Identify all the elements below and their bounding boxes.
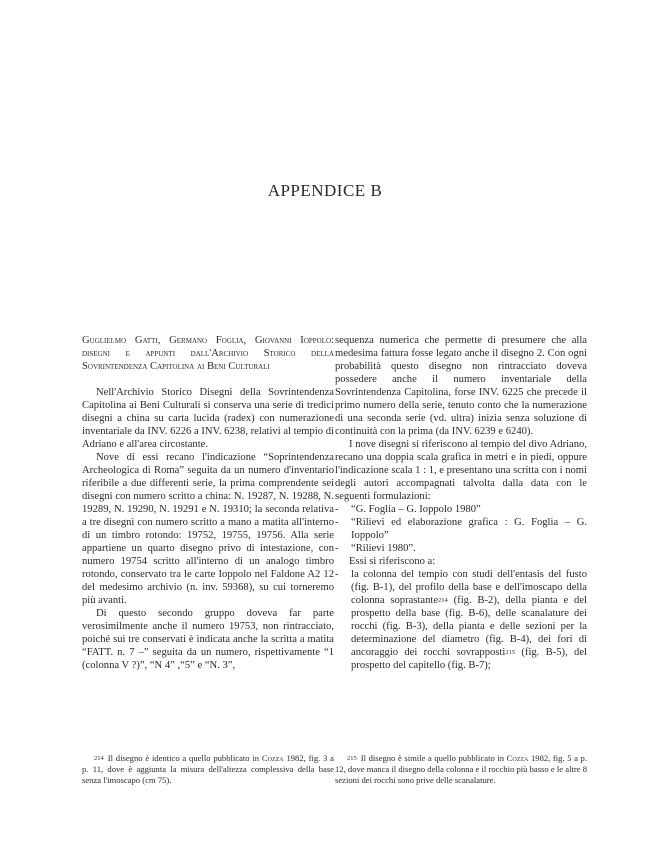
subject-list <box>335 568 587 672</box>
paragraph: Nell'Archivio Storico Disegni della Sovrintendenza Capitolina ai Beni Culturali si conserva una serie di tredici disegni a china su carta lucida (radex) con numerazione inventariale da INV. 6226 a INV. 6238, relativi al tempio di Adriano e all'area circostante. <box>82 387 334 450</box>
section-title: Guglielmo Gatti, Germano Foglia, Giovanni Ioppolo: disegni e appunti dall'Archivio Storico della Sovrintendenza Capitolina ai Beni Culturali <box>82 335 334 372</box>
footnote-text: Il disegno è simile a quello pubblicato in <box>360 753 507 763</box>
list-item: - “Rilievi ed elaborazione grafica : G. Foglia – G. Ioppolo” <box>335 516 587 542</box>
footnote-text: 1982, fig. 3 a p. 11, dove è aggiunta la misura dell'altezza complessiva della base senza l'imoscapo (cm 75). <box>82 753 334 785</box>
footnote-ref-215[interactable]: 215 <box>505 649 516 656</box>
footnote-214 <box>82 753 334 786</box>
footnote-text: Il disegno è identico a quello pubblicato in <box>107 753 262 763</box>
list-text: (fig. B-5), del prospetto del capitello (fig. B-7); <box>351 647 588 671</box>
footnote-text: 1982, fig. 5 a p. 12, dove manca il disegno della colonna e il rocchio più basso e le altre 8 sezioni dei rocchi sono prive delle scanalature. <box>335 753 587 785</box>
paragraph: Essi si riferiscono a: <box>349 556 436 567</box>
author-formula-list <box>335 503 587 555</box>
paragraph: Di questo secondo gruppo doveva far parte verosimilmente anche il numero 19753, non rintracciato, poiché sui tre conservati è indicata anche la scritta a matita “FATT. n. 7 –” seguita da un numero, rispettivamente “1 (colonna V ?)”, “N 4” ,“5” e “N. 3”, <box>82 608 334 671</box>
right-column <box>335 334 587 672</box>
list-item: - “Rilievi 1980”. <box>335 542 587 555</box>
list-text: (fig. B-2), della pianta e del prospetto della base (fig. B-6), delle scanalature dei rocchi (fig. B-3), della pianta e delle sezioni per la determinazione del diametro (fig. B-4), dei fori di ancoraggio dei rocchi sovrapposti <box>351 595 587 658</box>
footnote-ref-214[interactable]: 214 <box>438 597 448 604</box>
list-text: la colonna del tempio con studi dell'entasis del fusto (fig. B-1), del profilo della base e dell'imoscapo della colonna soprastante <box>351 569 587 606</box>
paragraph: I nove disegni si riferiscono al tempio del divo Adriano, recano una doppia scala grafica in metri e in piedi, oppure l'indicazione scala 1 : 1, e presentano una scritta con i nomi degli autori accompagnati talvolta dalla data con le seguenti formulazioni: <box>335 439 587 502</box>
footnote-author: Cozza <box>261 753 284 763</box>
footnote-author: Cozza <box>506 753 529 763</box>
list-item: - “G. Foglia – G. Ioppolo 1980” <box>335 503 587 516</box>
appendix-heading: APPENDICE B <box>267 181 383 200</box>
list-item <box>335 568 587 672</box>
paragraph: sequenza numerica che permette di presumere che alla medesima fattura fosse legato anche il disegno 2. Con ogni probabilità questo disegno non rintracciato doveva possedere anche il numero inventariale della Sovrintendenza Capitolina, forse INV. 6225 che precede il primo numero della serie, tenuto conto che la numerazione di una seconda serie (vd. ultra) inizia senza soluzione di continuità con la prima (da INV. 6239 e 6240). <box>335 335 587 437</box>
footnote-number: 214 <box>94 755 104 762</box>
left-column <box>82 334 334 672</box>
footnote-215 <box>335 753 587 786</box>
footnote-number: 215 <box>347 755 357 762</box>
paragraph: Nove di essi recano l'indicazione “Soprintendenza Archeologica di Roma” seguita da un numero d'inventario riferibile a due differenti serie, la prima comprendente sei disegni con numero scritto a china: N. 19287, N. 19288, N. 19289, N. 19290, N. 19291 e N. 19310; la seconda relativa a tre disegni con numero scritto a mano a matita all'interno di un timbro rotondo: 19752, 19755, 19756. Alla serie appartiene un quarto disegno privo di intestazione, con numero 19754 scritto all'interno di un analogo timbro rotondo, conservato tra le carte Ioppolo nel Faldone A2 12 del medesimo archivio (n. inv. 59368), su cui torneremo più avanti. <box>82 452 334 606</box>
